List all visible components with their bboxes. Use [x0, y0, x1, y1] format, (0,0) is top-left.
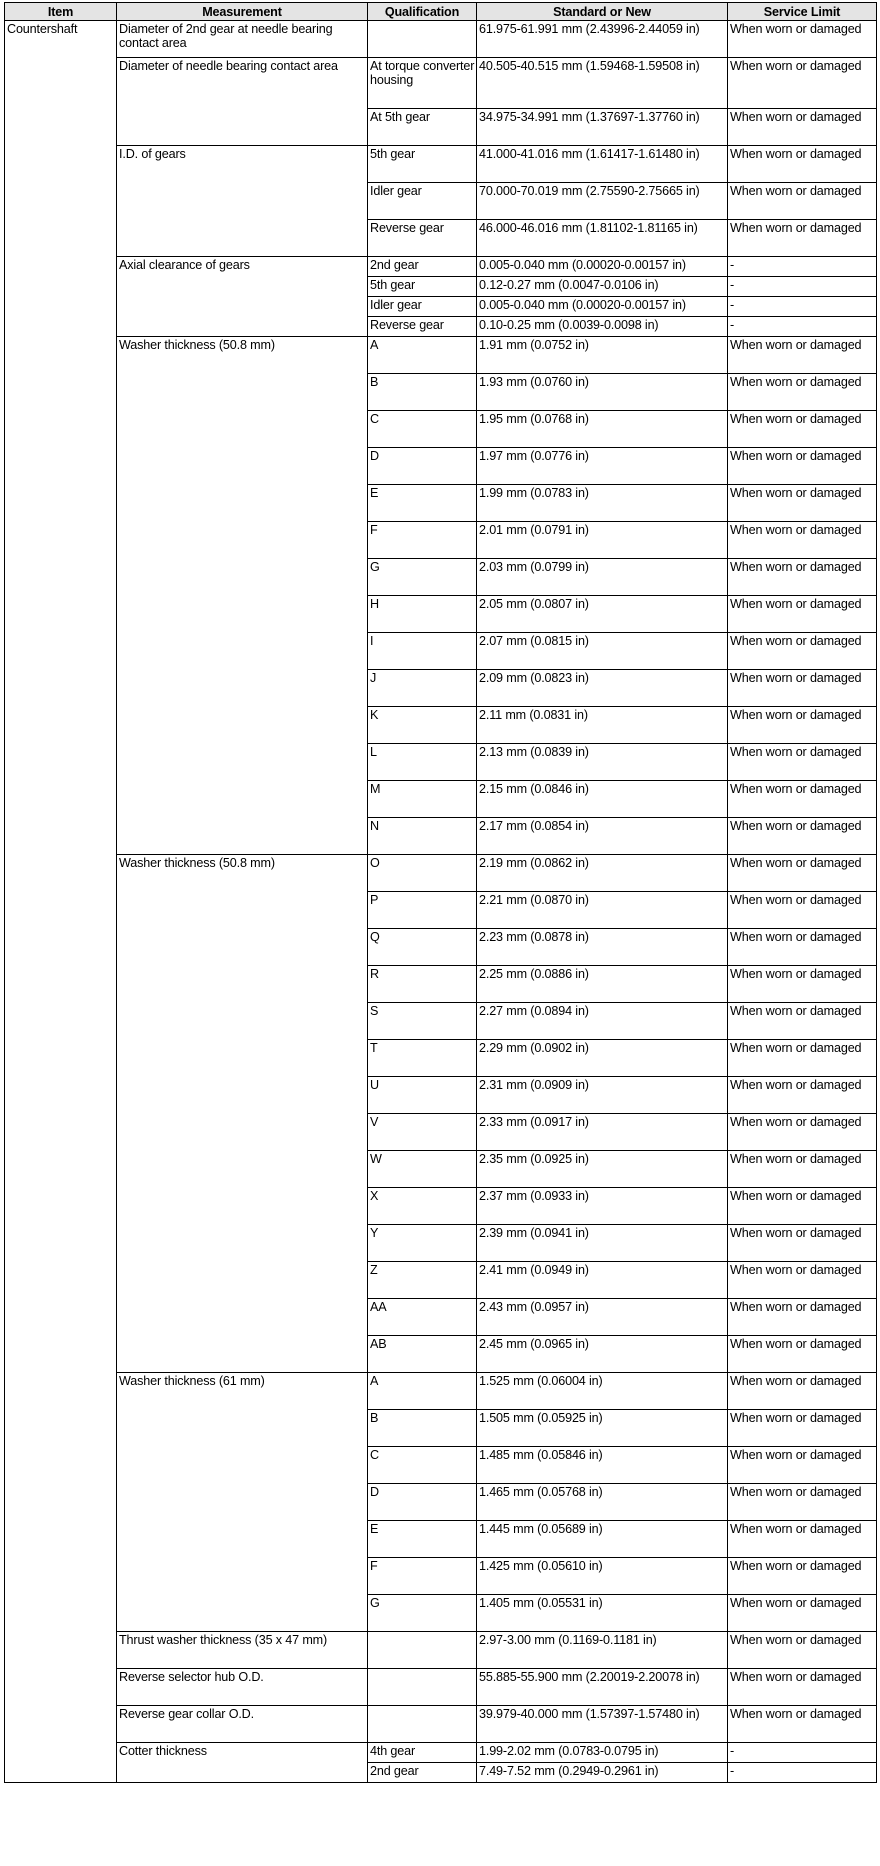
limit-cell: When worn or damaged	[728, 1410, 877, 1447]
qualification-cell: F	[368, 1558, 477, 1595]
table-row	[5, 58, 877, 109]
limit-cell: When worn or damaged	[728, 485, 877, 522]
limit-cell: When worn or damaged	[728, 1151, 877, 1188]
standard-cell: 1.99 mm (0.0783 in)	[477, 485, 728, 522]
qualification-cell: K	[368, 707, 477, 744]
item-cell: Countershaft	[5, 21, 117, 1783]
qualification-cell	[368, 1706, 477, 1743]
qualification-cell: E	[368, 485, 477, 522]
qualification-cell: R	[368, 966, 477, 1003]
standard-cell: 2.29 mm (0.0902 in)	[477, 1040, 728, 1077]
standard-cell: 2.11 mm (0.0831 in)	[477, 707, 728, 744]
qualification-cell: D	[368, 1484, 477, 1521]
limit-cell: When worn or damaged	[728, 1706, 877, 1743]
limit-cell: When worn or damaged	[728, 929, 877, 966]
standard-cell: 2.35 mm (0.0925 in)	[477, 1151, 728, 1188]
measurement-cell: Diameter of 2nd gear at needle bearing contact area	[117, 21, 368, 58]
limit-cell: When worn or damaged	[728, 183, 877, 220]
header-measurement: Measurement	[117, 3, 368, 21]
limit-cell: -	[728, 297, 877, 317]
limit-cell: When worn or damaged	[728, 633, 877, 670]
limit-cell: When worn or damaged	[728, 744, 877, 781]
limit-cell: When worn or damaged	[728, 781, 877, 818]
countershaft-spec-table	[4, 2, 877, 1783]
measurement-cell: I.D. of gears	[117, 146, 368, 257]
table-row	[5, 337, 877, 374]
qualification-cell: A	[368, 1373, 477, 1410]
standard-cell: 2.17 mm (0.0854 in)	[477, 818, 728, 855]
qualification-cell: Y	[368, 1225, 477, 1262]
limit-cell: When worn or damaged	[728, 1373, 877, 1410]
qualification-cell	[368, 1669, 477, 1706]
table-row	[5, 146, 877, 183]
limit-cell: -	[728, 1743, 877, 1763]
measurement-cell: Cotter thickness	[117, 1743, 368, 1783]
limit-cell: When worn or damaged	[728, 1632, 877, 1669]
limit-cell: When worn or damaged	[728, 109, 877, 146]
qualification-cell: W	[368, 1151, 477, 1188]
measurement-cell: Axial clearance of gears	[117, 257, 368, 337]
table-row	[5, 1373, 877, 1410]
standard-cell: 61.975-61.991 mm (2.43996-2.44059 in)	[477, 21, 728, 58]
standard-cell: 1.95 mm (0.0768 in)	[477, 411, 728, 448]
qualification-cell: H	[368, 596, 477, 633]
limit-cell: -	[728, 277, 877, 297]
qualification-cell: 5th gear	[368, 146, 477, 183]
standard-cell: 2.23 mm (0.0878 in)	[477, 929, 728, 966]
standard-cell: 0.005-0.040 mm (0.00020-0.00157 in)	[477, 257, 728, 277]
standard-cell: 7.49-7.52 mm (0.2949-0.2961 in)	[477, 1763, 728, 1783]
standard-cell: 2.25 mm (0.0886 in)	[477, 966, 728, 1003]
standard-cell: 2.07 mm (0.0815 in)	[477, 633, 728, 670]
limit-cell: When worn or damaged	[728, 374, 877, 411]
standard-cell: 2.37 mm (0.0933 in)	[477, 1188, 728, 1225]
qualification-cell: J	[368, 670, 477, 707]
standard-cell: 2.27 mm (0.0894 in)	[477, 1003, 728, 1040]
qualification-cell: Q	[368, 929, 477, 966]
standard-cell: 2.03 mm (0.0799 in)	[477, 559, 728, 596]
qualification-cell: C	[368, 1447, 477, 1484]
standard-cell: 1.505 mm (0.05925 in)	[477, 1410, 728, 1447]
table-row	[5, 1632, 877, 1669]
qualification-cell: U	[368, 1077, 477, 1114]
qualification-cell: S	[368, 1003, 477, 1040]
limit-cell: When worn or damaged	[728, 1114, 877, 1151]
limit-cell: When worn or damaged	[728, 1040, 877, 1077]
qualification-cell: B	[368, 374, 477, 411]
standard-cell: 1.99-2.02 mm (0.0783-0.0795 in)	[477, 1743, 728, 1763]
standard-cell: 2.19 mm (0.0862 in)	[477, 855, 728, 892]
qualification-cell: T	[368, 1040, 477, 1077]
qualification-cell: E	[368, 1521, 477, 1558]
standard-cell: 2.43 mm (0.0957 in)	[477, 1299, 728, 1336]
standard-cell: 1.465 mm (0.05768 in)	[477, 1484, 728, 1521]
limit-cell: When worn or damaged	[728, 1669, 877, 1706]
limit-cell: When worn or damaged	[728, 1262, 877, 1299]
standard-cell: 2.33 mm (0.0917 in)	[477, 1114, 728, 1151]
standard-cell: 1.91 mm (0.0752 in)	[477, 337, 728, 374]
limit-cell: When worn or damaged	[728, 966, 877, 1003]
standard-cell: 2.05 mm (0.0807 in)	[477, 596, 728, 633]
standard-cell: 2.31 mm (0.0909 in)	[477, 1077, 728, 1114]
qualification-cell: Reverse gear	[368, 220, 477, 257]
limit-cell: When worn or damaged	[728, 1447, 877, 1484]
standard-cell: 70.000-70.019 mm (2.75590-2.75665 in)	[477, 183, 728, 220]
limit-cell: When worn or damaged	[728, 1188, 877, 1225]
standard-cell: 2.15 mm (0.0846 in)	[477, 781, 728, 818]
qualification-cell: F	[368, 522, 477, 559]
standard-cell: 0.005-0.040 mm (0.00020-0.00157 in)	[477, 297, 728, 317]
standard-cell: 2.01 mm (0.0791 in)	[477, 522, 728, 559]
qualification-cell	[368, 21, 477, 58]
standard-cell: 1.445 mm (0.05689 in)	[477, 1521, 728, 1558]
limit-cell: When worn or damaged	[728, 1299, 877, 1336]
qualification-cell: Idler gear	[368, 297, 477, 317]
standard-cell: 39.979-40.000 mm (1.57397-1.57480 in)	[477, 1706, 728, 1743]
standard-cell: 34.975-34.991 mm (1.37697-1.37760 in)	[477, 109, 728, 146]
qualification-cell: N	[368, 818, 477, 855]
limit-cell: When worn or damaged	[728, 1336, 877, 1373]
qualification-cell: 2nd gear	[368, 1763, 477, 1783]
header-standard: Standard or New	[477, 3, 728, 21]
standard-cell: 2.97-3.00 mm (0.1169-0.1181 in)	[477, 1632, 728, 1669]
limit-cell: When worn or damaged	[728, 220, 877, 257]
standard-cell: 1.425 mm (0.05610 in)	[477, 1558, 728, 1595]
qualification-cell: Idler gear	[368, 183, 477, 220]
standard-cell: 2.41 mm (0.0949 in)	[477, 1262, 728, 1299]
qualification-cell: B	[368, 1410, 477, 1447]
table-row	[5, 1706, 877, 1743]
standard-cell: 2.39 mm (0.0941 in)	[477, 1225, 728, 1262]
measurement-cell: Thrust washer thickness (35 x 47 mm)	[117, 1632, 368, 1669]
limit-cell: When worn or damaged	[728, 21, 877, 58]
qualification-cell: 5th gear	[368, 277, 477, 297]
qualification-cell: Z	[368, 1262, 477, 1299]
table-row	[5, 855, 877, 892]
qualification-cell: M	[368, 781, 477, 818]
limit-cell: When worn or damaged	[728, 1484, 877, 1521]
limit-cell: -	[728, 317, 877, 337]
standard-cell: 46.000-46.016 mm (1.81102-1.81165 in)	[477, 220, 728, 257]
qualification-cell: X	[368, 1188, 477, 1225]
table-row	[5, 1669, 877, 1706]
qualification-cell: O	[368, 855, 477, 892]
limit-cell: When worn or damaged	[728, 522, 877, 559]
measurement-cell: Washer thickness (50.8 mm)	[117, 337, 368, 855]
standard-cell: 2.45 mm (0.0965 in)	[477, 1336, 728, 1373]
qualification-cell	[368, 1632, 477, 1669]
measurement-cell: Diameter of needle bearing contact area	[117, 58, 368, 146]
qualification-cell: At 5th gear	[368, 109, 477, 146]
qualification-cell: A	[368, 337, 477, 374]
standard-cell: 1.525 mm (0.06004 in)	[477, 1373, 728, 1410]
standard-cell: 2.09 mm (0.0823 in)	[477, 670, 728, 707]
header-service-limit: Service Limit	[728, 3, 877, 21]
qualification-cell: G	[368, 559, 477, 596]
limit-cell: When worn or damaged	[728, 707, 877, 744]
qualification-cell: 2nd gear	[368, 257, 477, 277]
qualification-cell: I	[368, 633, 477, 670]
standard-cell: 1.97 mm (0.0776 in)	[477, 448, 728, 485]
limit-cell: When worn or damaged	[728, 1558, 877, 1595]
limit-cell: When worn or damaged	[728, 670, 877, 707]
header-item: Item	[5, 3, 117, 21]
limit-cell: When worn or damaged	[728, 411, 877, 448]
measurement-cell: Washer thickness (61 mm)	[117, 1373, 368, 1632]
header-qualification: Qualification	[368, 3, 477, 21]
limit-cell: When worn or damaged	[728, 448, 877, 485]
qualification-cell: Reverse gear	[368, 317, 477, 337]
qualification-cell: 4th gear	[368, 1743, 477, 1763]
limit-cell: -	[728, 257, 877, 277]
standard-cell: 1.485 mm (0.05846 in)	[477, 1447, 728, 1484]
measurement-cell: Reverse selector hub O.D.	[117, 1669, 368, 1706]
standard-cell: 41.000-41.016 mm (1.61417-1.61480 in)	[477, 146, 728, 183]
qualification-cell: AA	[368, 1299, 477, 1336]
limit-cell: When worn or damaged	[728, 1077, 877, 1114]
standard-cell: 2.21 mm (0.0870 in)	[477, 892, 728, 929]
limit-cell: When worn or damaged	[728, 818, 877, 855]
measurement-cell: Washer thickness (50.8 mm)	[117, 855, 368, 1373]
limit-cell: When worn or damaged	[728, 337, 877, 374]
qualification-cell: L	[368, 744, 477, 781]
qualification-cell: V	[368, 1114, 477, 1151]
table-row	[5, 1743, 877, 1763]
standard-cell: 0.12-0.27 mm (0.0047-0.0106 in)	[477, 277, 728, 297]
limit-cell: When worn or damaged	[728, 559, 877, 596]
qualification-cell: At torque converter housing	[368, 58, 477, 109]
standard-cell: 1.93 mm (0.0760 in)	[477, 374, 728, 411]
limit-cell: When worn or damaged	[728, 855, 877, 892]
limit-cell: When worn or damaged	[728, 58, 877, 109]
header-row	[5, 3, 877, 21]
limit-cell: When worn or damaged	[728, 892, 877, 929]
standard-cell: 40.505-40.515 mm (1.59468-1.59508 in)	[477, 58, 728, 109]
standard-cell: 55.885-55.900 mm (2.20019-2.20078 in)	[477, 1669, 728, 1706]
limit-cell: -	[728, 1763, 877, 1783]
limit-cell: When worn or damaged	[728, 1003, 877, 1040]
limit-cell: When worn or damaged	[728, 1521, 877, 1558]
qualification-cell: G	[368, 1595, 477, 1632]
limit-cell: When worn or damaged	[728, 596, 877, 633]
measurement-cell: Reverse gear collar O.D.	[117, 1706, 368, 1743]
table-row	[5, 21, 877, 58]
limit-cell: When worn or damaged	[728, 1225, 877, 1262]
qualification-cell: D	[368, 448, 477, 485]
standard-cell: 1.405 mm (0.05531 in)	[477, 1595, 728, 1632]
table-row	[5, 257, 877, 277]
limit-cell: When worn or damaged	[728, 146, 877, 183]
qualification-cell: P	[368, 892, 477, 929]
qualification-cell: C	[368, 411, 477, 448]
standard-cell: 2.13 mm (0.0839 in)	[477, 744, 728, 781]
qualification-cell: AB	[368, 1336, 477, 1373]
standard-cell: 0.10-0.25 mm (0.0039-0.0098 in)	[477, 317, 728, 337]
limit-cell: When worn or damaged	[728, 1595, 877, 1632]
